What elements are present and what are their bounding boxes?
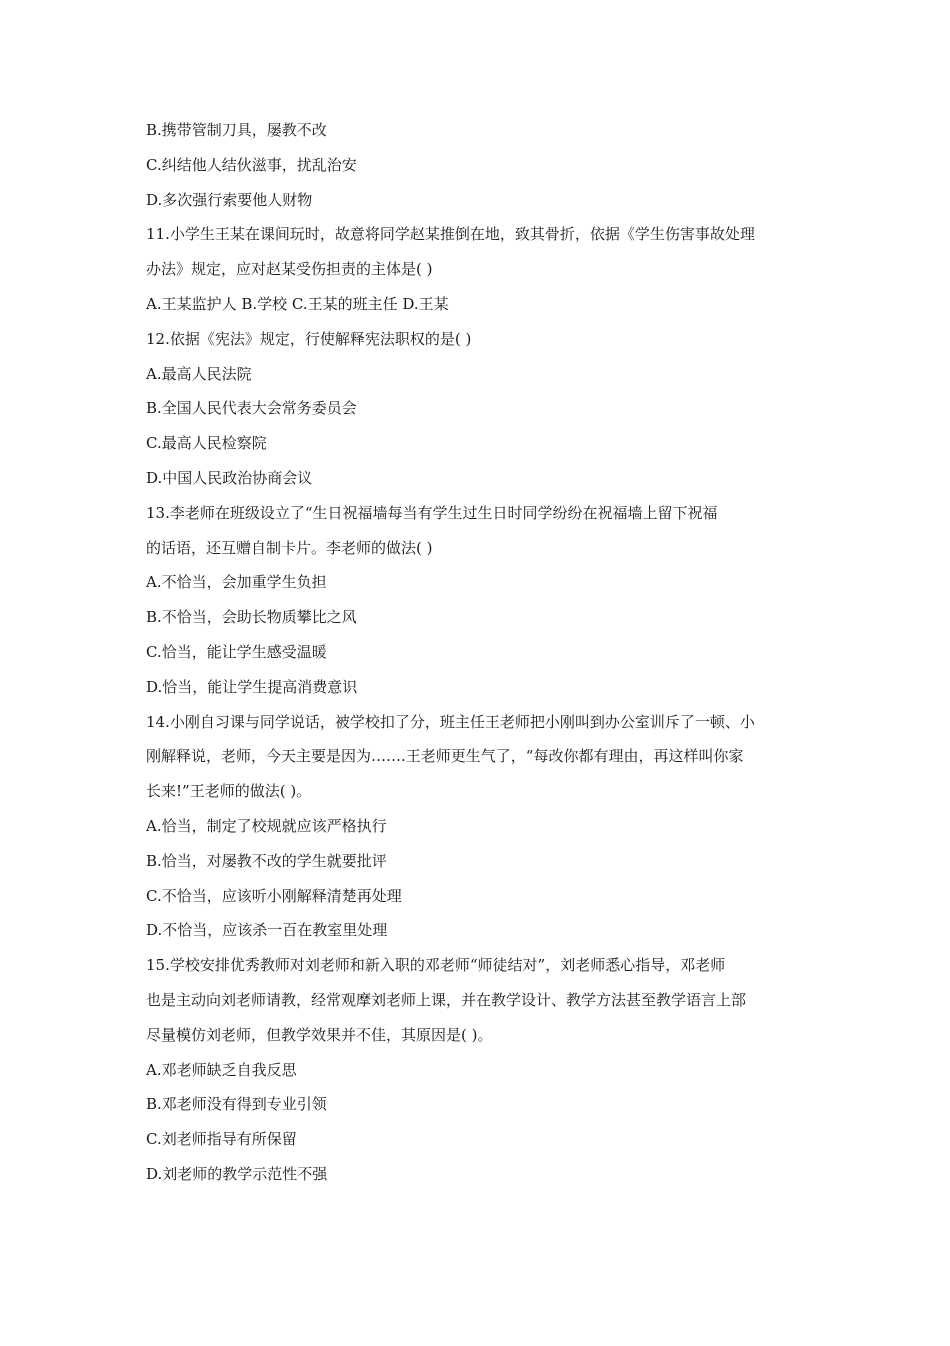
- option-13b: B.不恰当，会助长物质攀比之风: [146, 608, 357, 627]
- question-13-line-1: 13.李老师在班级设立了“生日祝福墙每当有学生过生日时同学纷纷在祝福墙上留下祝福: [146, 503, 718, 522]
- option-12c: C.最高人民检察院: [146, 434, 267, 453]
- option-10b: B.携带管制刀具，屡教不改: [146, 121, 327, 139]
- option-14c: C.不恰当，应该听小刚解释清楚再处理: [146, 886, 402, 905]
- option-10d: D.多次强行索要他人财物: [146, 190, 313, 209]
- option-12d: D.中国人民政治协商会议: [146, 468, 313, 487]
- question-12: 12.依据《宪法》规定，行使解释宪法职权的是( ): [146, 329, 472, 348]
- option-13a: A.不恰当，会加重学生负担: [146, 573, 327, 592]
- option-15b: B.邓老师没有得到专业引领: [146, 1095, 327, 1114]
- question-11-line-1: 11.小学生王某在课间玩时，故意将同学赵某推倒在地，致其骨折，依据《学生伤害事故处理: [146, 225, 755, 244]
- option-12b: B.全国人民代表大会常务委员会: [146, 399, 357, 418]
- question-13-line-2: 的话语，还互赠自制卡片。李老师的做法( ): [146, 538, 433, 557]
- question-11-options: A.王某监护人 B.学校 C.王某的班主任 D.王某: [146, 294, 449, 313]
- option-12a: A.最高人民法院: [146, 364, 252, 383]
- question-15-line-3: 尽量模仿刘老师，但教学效果并不佳，其原因是( )。: [146, 1025, 493, 1044]
- question-14-line-2: 刚解释说，老师，今天主要是因为…….王老师更生气了，“每改你都有理由，再这样叫你家: [146, 747, 744, 766]
- option-13c: C.恰当，能让学生感受温暖: [146, 642, 327, 661]
- option-15a: A.邓老师缺乏自我反思: [146, 1060, 297, 1079]
- option-15d: D.刘老师的教学示范性不强: [146, 1164, 328, 1183]
- question-14-line-1: 14.小刚自习课与同学说话，被学校扣了分，班主任王老师把小刚叫到办公室训斥了一顿、小: [146, 712, 755, 731]
- option-14b: B.恰当，对屡教不改的学生就要批评: [146, 851, 387, 870]
- question-15-line-2: 也是主动向刘老师请教，经常观摩刘老师上课，并在教学设计、教学方法甚至教学语言上部: [146, 990, 747, 1009]
- option-15c: C.刘老师指导有所保留: [146, 1130, 297, 1149]
- option-13d: D.恰当，能让学生提高消费意识: [146, 677, 358, 696]
- question-14-line-3: 长来!”王老师的做法( )。: [146, 782, 312, 801]
- option-10c: C.纠结他人结伙滋事，扰乱治安: [146, 155, 357, 174]
- question-text-block: [146, 113, 812, 1192]
- option-14a: A.恰当，制定了校规就应该严格执行: [146, 816, 387, 835]
- question-15-line-1: 15.学校安排优秀教师对刘老师和新入职的邓老师“师徒结对”，刘老师悉心指导，邓老师: [146, 956, 726, 975]
- question-11-line-2: 办法》规定，应对赵某受伤担责的主体是( ): [146, 260, 433, 279]
- option-14d: D.不恰当，应该杀一百在教室里处理: [146, 921, 388, 940]
